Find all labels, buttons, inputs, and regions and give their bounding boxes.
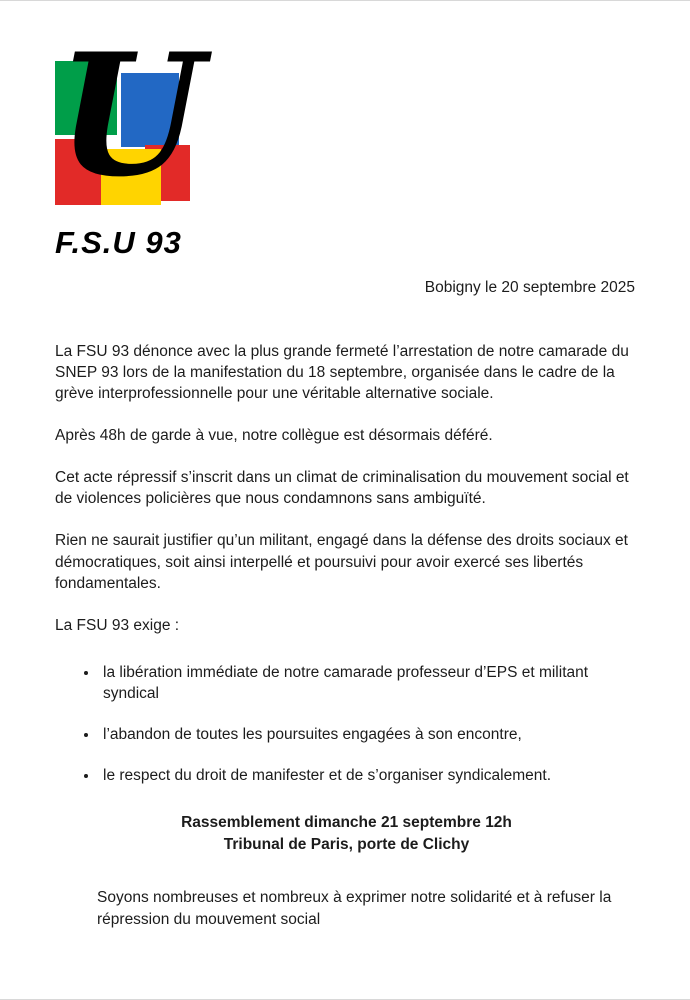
demand-item-abandon: • l’abandon de toutes les poursuites engagées à son encontre, xyxy=(99,724,638,745)
closing-paragraph: Soyons nombreuses et nombreux à exprimer notre solidarité et à refuser la répression du mouvement social xyxy=(97,889,612,928)
paragraph-rights: Rien ne saurait justifier qu’un militant, engagé dans la défense des droits sociaux et démocratiques, soit ainsi interpellé et poursuivi pour avoir exercé ses libertés fondamentales. xyxy=(55,532,628,592)
fsu-logo-art xyxy=(55,16,204,214)
demands-list xyxy=(55,662,638,786)
fsu-logo xyxy=(55,16,275,261)
rally-line-location: Tribunal de Paris, porte de Clichy xyxy=(223,835,470,853)
demand-item-respect: • le respect du droit de manifester et de s’organiser syndicalement. xyxy=(99,765,638,786)
date-line: Bobigny le 20 septembre 2025 xyxy=(424,279,635,296)
logo-u-letter: U xyxy=(57,16,204,214)
logo-text: F.S.U 93 xyxy=(55,225,182,260)
rally-announcement xyxy=(55,812,638,855)
demands-intro: La FSU 93 exige : xyxy=(55,616,180,634)
paragraph-custody: Après 48h de garde à vue, notre collègue est désormais déféré. xyxy=(55,427,493,445)
paragraph-repression: Cet acte répressif s’inscrit dans un climat de criminalisation du mouvement social et de violences policières que nous condamnons sans ambiguïté. xyxy=(55,469,629,508)
demand-item-liberation: • la libération immédiate de notre camarade professeur d’EPS et militant syndical xyxy=(99,662,638,704)
paragraph-denunciation: La FSU 93 dénonce avec la plus grande fermeté l’arrestation de notre camarade du SNEP 93 lors de la manifestation du 18 septembre, organisée dans le cadre de la grève interprofessionnelle pour une véritable alternative sociale. xyxy=(55,343,629,403)
rally-line-datetime: Rassemblement dimanche 21 septembre 12h xyxy=(181,814,512,832)
letter-body xyxy=(55,341,638,951)
